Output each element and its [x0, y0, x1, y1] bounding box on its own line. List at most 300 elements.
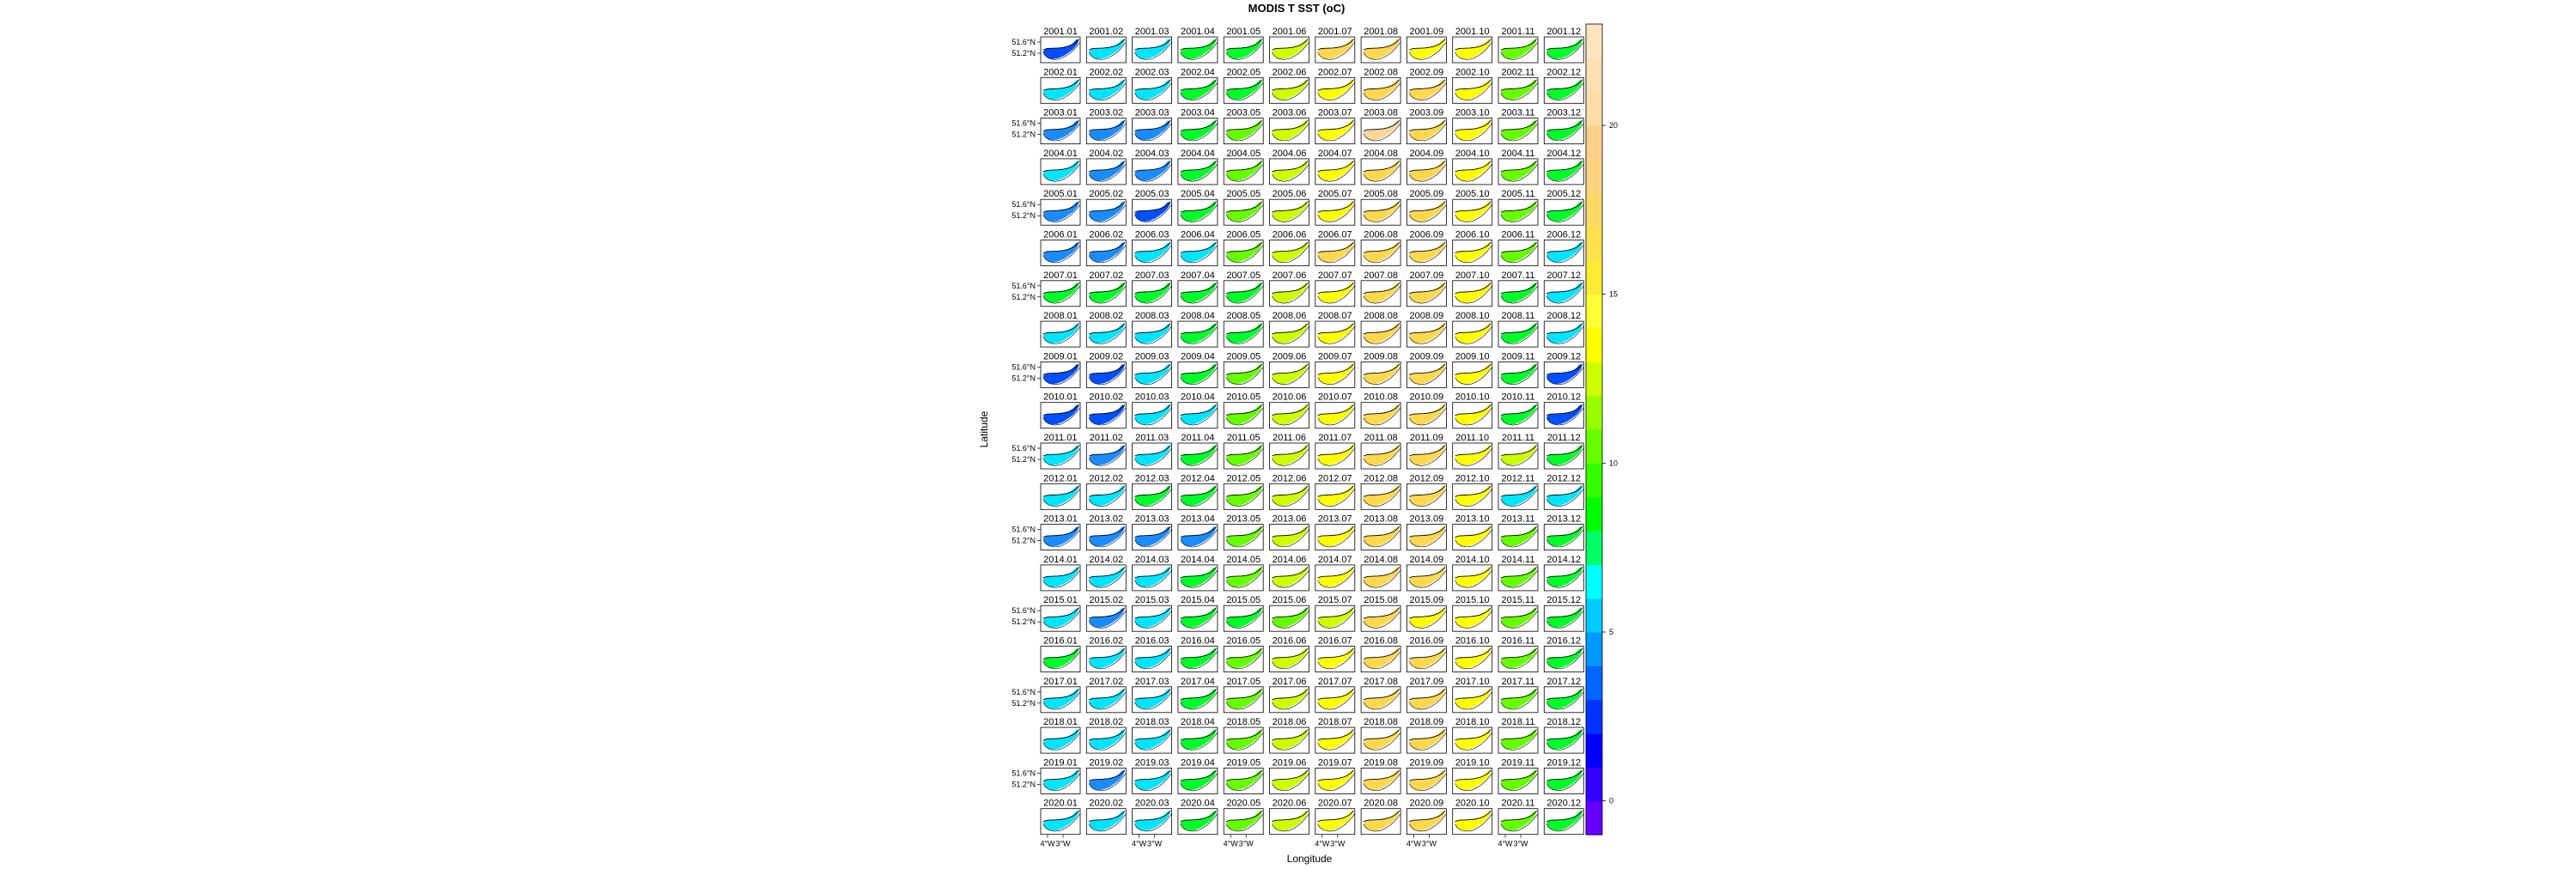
panel-label: 2016.11	[1501, 635, 1535, 647]
panel-label: 2004.09	[1409, 148, 1444, 159]
colorbar-tick-label: 0	[1609, 796, 1614, 805]
panel-label: 2003.08	[1364, 107, 1398, 118]
panel-label: 2006.12	[1546, 229, 1582, 240]
lat-tick-label: 51.6°N	[1012, 606, 1036, 616]
map-panel	[1498, 595, 1538, 631]
map-panel	[1361, 392, 1400, 428]
panel-label: 2009.08	[1364, 351, 1398, 362]
map-panel	[1133, 799, 1172, 835]
panel-label: 2003.11	[1501, 107, 1535, 118]
panel-label: 2012.11	[1501, 473, 1535, 484]
panel-label: 2005.09	[1409, 189, 1444, 200]
map-panel	[1498, 351, 1538, 387]
panel-label: 2013.11	[1501, 514, 1535, 525]
map-panel	[1453, 189, 1492, 225]
panel-label: 2015.10	[1455, 595, 1490, 606]
panel-label: 2003.03	[1134, 107, 1170, 118]
map-panel	[1498, 514, 1538, 550]
map-panel	[1315, 270, 1355, 307]
panel-label: 2020.09	[1409, 798, 1444, 809]
colorbar-band	[1586, 700, 1602, 734]
latitude-axis	[1012, 38, 1041, 788]
map-panel	[1224, 27, 1263, 63]
map-panel	[1224, 595, 1263, 631]
panel-label: 2004.05	[1226, 148, 1261, 159]
panel-label: 2014.01	[1043, 554, 1078, 565]
map-panel	[1498, 149, 1538, 185]
map-panel	[1544, 757, 1583, 793]
panel-label: 2020.10	[1455, 798, 1490, 809]
map-panel	[1361, 230, 1400, 266]
lon-tick-label: 4°W	[1223, 839, 1238, 848]
map-panel	[1406, 230, 1446, 266]
colorbar-band	[1586, 193, 1602, 228]
panel-label: 2008.02	[1089, 311, 1124, 322]
lat-tick-label: 51.2°N	[1012, 211, 1036, 221]
map-panel	[1315, 555, 1355, 591]
lat-tick-label: 51.6°N	[1012, 281, 1036, 290]
map-panel	[1041, 189, 1080, 225]
panel-label: 2004.12	[1546, 148, 1582, 159]
map-panel	[1224, 67, 1263, 103]
map-panel	[1178, 555, 1218, 591]
panel-label: 2016.04	[1181, 635, 1215, 647]
panel-label: 2017.03	[1134, 676, 1170, 687]
panel-label: 2010.12	[1546, 392, 1582, 403]
map-panel	[1498, 473, 1538, 509]
map-panel	[1041, 799, 1080, 835]
panel-label: 2007.10	[1455, 270, 1490, 281]
map-panel	[1270, 67, 1309, 103]
colorbar-band	[1586, 295, 1602, 329]
panel-label: 2018.10	[1455, 717, 1490, 728]
panel-label: 2012.02	[1089, 473, 1124, 484]
map-panel	[1361, 189, 1400, 225]
map-panel	[1361, 351, 1400, 387]
panel-label: 2005.02	[1089, 189, 1124, 200]
map-panel	[1178, 67, 1218, 103]
panel-label: 2003.07	[1317, 107, 1352, 118]
panel-label: 2009.06	[1272, 351, 1307, 362]
panel-label: 2018.09	[1409, 717, 1444, 728]
panel-label: 2001.11	[1501, 27, 1535, 37]
panel-label: 2005.05	[1226, 189, 1261, 200]
panel-label: 2006.04	[1181, 229, 1215, 240]
map-panel	[1224, 799, 1263, 835]
map-panel	[1178, 636, 1218, 672]
map-panel	[1270, 351, 1309, 387]
map-panel	[1361, 67, 1400, 103]
map-panel	[1178, 149, 1218, 185]
map-panel	[1224, 757, 1263, 793]
map-panel	[1498, 311, 1538, 347]
map-panel	[1086, 67, 1126, 103]
panel-label: 2002.12	[1546, 67, 1582, 78]
panel-label: 2012.08	[1364, 473, 1398, 484]
map-panel	[1270, 717, 1309, 753]
panel-label: 2015.05	[1226, 595, 1261, 606]
panel-label: 2002.01	[1043, 67, 1078, 78]
map-panel	[1086, 595, 1126, 631]
panel-label: 2004.06	[1272, 148, 1307, 159]
map-panel	[1406, 595, 1446, 631]
map-panel	[1453, 27, 1492, 63]
panel-label: 2009.02	[1089, 351, 1124, 362]
panel-label: 2010.01	[1043, 392, 1078, 403]
map-panel	[1133, 311, 1172, 347]
panel-label: 2004.07	[1317, 148, 1352, 159]
map-panel	[1178, 677, 1218, 713]
map-panel	[1133, 473, 1172, 509]
map-panel	[1041, 677, 1080, 713]
map-panel	[1224, 677, 1263, 713]
lat-tick-label: 51.2°N	[1012, 780, 1036, 789]
map-panel	[1361, 270, 1400, 307]
map-panel	[1224, 717, 1263, 753]
colorbar-band	[1586, 396, 1602, 430]
panel-label: 2008.05	[1226, 311, 1261, 322]
map-panel	[1315, 311, 1355, 347]
panel-label: 2002.09	[1409, 67, 1444, 78]
lon-tick-label: 3°W	[1513, 839, 1528, 848]
y-axis-label: Latitude	[978, 410, 990, 448]
panel-label: 2010.10	[1455, 392, 1490, 403]
map-panel	[1224, 108, 1263, 144]
panel-label: 2020.03	[1134, 798, 1170, 809]
map-panel	[1498, 27, 1538, 63]
map-panel	[1315, 757, 1355, 793]
map-panel	[1544, 67, 1583, 103]
map-panel	[1086, 351, 1126, 387]
map-panel	[1453, 799, 1492, 835]
panel-label: 2006.09	[1409, 229, 1444, 240]
panel-label: 2019.04	[1181, 757, 1215, 769]
panel-label: 2016.09	[1409, 635, 1444, 647]
map-panel	[1406, 27, 1446, 63]
map-panel	[1498, 555, 1538, 591]
panel-label: 2013.05	[1226, 514, 1261, 525]
panel-label: 2015.08	[1364, 595, 1398, 606]
panel-label: 2014.09	[1409, 554, 1444, 565]
lon-tick-label: 3°W	[1147, 839, 1163, 848]
panel-label: 2007.12	[1546, 270, 1582, 281]
colorbar-tick-label: 15	[1609, 289, 1619, 299]
panel-label: 2007.11	[1501, 270, 1535, 281]
panel-label: 2008.04	[1181, 311, 1215, 322]
panel-label: 2008.11	[1501, 311, 1535, 322]
map-panel	[1406, 555, 1446, 591]
map-panel	[1361, 799, 1400, 835]
map-panel	[1086, 636, 1126, 672]
map-panel	[1270, 677, 1309, 713]
map-panel	[1270, 555, 1309, 591]
panel-label: 2014.02	[1089, 554, 1124, 565]
colorbar-band	[1586, 463, 1602, 497]
map-panel	[1406, 270, 1446, 307]
map-panel	[1544, 595, 1583, 631]
map-panel	[1544, 270, 1583, 307]
panel-label: 2017.01	[1043, 676, 1078, 687]
panel-label: 2015.06	[1272, 595, 1307, 606]
panel-label: 2002.05	[1226, 67, 1261, 78]
panel-label: 2013.10	[1455, 514, 1490, 525]
panel-label: 2001.04	[1181, 27, 1215, 37]
map-panel	[1086, 799, 1126, 835]
panel-label: 2005.10	[1455, 189, 1490, 200]
panel-label: 2012.10	[1455, 473, 1490, 484]
panel-label: 2020.01	[1043, 798, 1078, 809]
panel-label: 2011.09	[1409, 433, 1443, 443]
colorbar-band	[1586, 497, 1602, 532]
panel-label: 2001.06	[1272, 27, 1307, 37]
panel-label: 2015.11	[1501, 595, 1535, 606]
panel-label: 2003.12	[1546, 107, 1582, 118]
panel-label: 2012.05	[1226, 473, 1261, 484]
map-panel	[1224, 149, 1263, 185]
map-panel	[1224, 311, 1263, 347]
map-panel	[1315, 230, 1355, 266]
panel-label: 2002.06	[1272, 67, 1307, 78]
map-panel	[1041, 473, 1080, 509]
map-panel	[1453, 351, 1492, 387]
map-panel	[1224, 230, 1263, 266]
map-panel	[1361, 677, 1400, 713]
panel-label: 2016.10	[1455, 635, 1490, 647]
panel-label: 2011.05	[1226, 433, 1261, 443]
map-panel	[1270, 636, 1309, 672]
lat-tick-label: 51.6°N	[1012, 769, 1036, 778]
panel-label: 2005.12	[1546, 189, 1582, 200]
map-panel	[1270, 189, 1309, 225]
panel-label: 2020.02	[1089, 798, 1124, 809]
map-panel	[1041, 108, 1080, 144]
map-panel	[1315, 27, 1355, 63]
panel-label: 2014.05	[1226, 554, 1261, 565]
map-panel	[1133, 433, 1172, 469]
panel-label: 2017.11	[1501, 676, 1535, 687]
panel-label: 2009.10	[1455, 351, 1490, 362]
panel-label: 2011.01	[1043, 433, 1078, 443]
panel-label: 2011.12	[1546, 433, 1581, 443]
panel-label: 2008.12	[1546, 311, 1582, 322]
map-panel	[1315, 595, 1355, 631]
map-panel	[1315, 799, 1355, 835]
colorbar-band	[1586, 429, 1602, 464]
map-panel	[1406, 514, 1446, 550]
panel-label: 2006.03	[1134, 229, 1170, 240]
map-panel	[1498, 230, 1538, 266]
lon-tick-label: 4°W	[1132, 839, 1147, 848]
colorbar-band	[1586, 125, 1602, 160]
map-panel	[1544, 149, 1583, 185]
panel-label: 2010.07	[1317, 392, 1352, 403]
panel-label: 2009.09	[1409, 351, 1444, 362]
panel-label: 2020.06	[1272, 798, 1307, 809]
colorbar-tick-label: 5	[1609, 628, 1614, 636]
map-panel	[1544, 799, 1583, 835]
map-panel	[1498, 433, 1538, 469]
panel-label: 2010.06	[1272, 392, 1307, 403]
map-panel	[1086, 473, 1126, 509]
panel-label: 2010.09	[1409, 392, 1444, 403]
map-panel	[1315, 433, 1355, 469]
map-panel	[1270, 433, 1309, 469]
panel-label: 2006.06	[1272, 229, 1307, 240]
panel-label: 2017.10	[1455, 676, 1490, 687]
map-panel	[1498, 67, 1538, 103]
panel-label: 2003.10	[1455, 107, 1490, 118]
panel-label: 2016.02	[1089, 635, 1124, 647]
map-panel	[1270, 270, 1309, 307]
panel-label: 2015.02	[1089, 595, 1124, 606]
map-panel	[1361, 311, 1400, 347]
panel-label: 2008.07	[1317, 311, 1352, 322]
map-panel	[1041, 717, 1080, 753]
map-panel	[1406, 473, 1446, 509]
longitude-axis	[1040, 835, 1528, 848]
lon-tick-label: 3°W	[1330, 839, 1346, 848]
panel-label: 2006.11	[1501, 229, 1535, 240]
panel-label: 2004.02	[1089, 148, 1124, 159]
panel-label: 2011.07	[1318, 433, 1352, 443]
panel-label: 2010.03	[1134, 392, 1170, 403]
panel-label: 2012.03	[1134, 473, 1170, 484]
panel-label: 2005.06	[1272, 189, 1307, 200]
panel-label: 2020.11	[1501, 798, 1535, 809]
colorbar-band	[1586, 92, 1602, 126]
panel-label: 2008.03	[1134, 311, 1170, 322]
map-panel	[1453, 717, 1492, 753]
panel-label: 2009.12	[1546, 351, 1582, 362]
panel-label: 2007.04	[1181, 270, 1215, 281]
panel-label: 2009.01	[1043, 351, 1078, 362]
map-panel	[1133, 108, 1172, 144]
map-panel	[1361, 27, 1400, 63]
panel-grid	[1041, 27, 1583, 835]
map-panel	[1041, 636, 1080, 672]
map-panel	[1178, 433, 1218, 469]
map-panel	[1133, 351, 1172, 387]
colorbar-band	[1586, 531, 1602, 565]
map-panel	[1041, 757, 1080, 793]
panel-label: 2016.07	[1317, 635, 1352, 647]
map-panel	[1361, 717, 1400, 753]
colorbar-band	[1586, 227, 1602, 261]
panel-label: 2001.09	[1409, 27, 1444, 37]
map-panel	[1178, 270, 1218, 307]
map-panel	[1133, 67, 1172, 103]
panel-label: 2018.05	[1226, 717, 1261, 728]
panel-label: 2011.03	[1135, 433, 1170, 443]
panel-label: 2012.09	[1409, 473, 1444, 484]
map-panel	[1406, 799, 1446, 835]
lat-tick-label: 51.2°N	[1012, 617, 1036, 627]
map-panel	[1453, 757, 1492, 793]
map-panel	[1498, 677, 1538, 713]
map-panel	[1178, 230, 1218, 266]
panel-label: 2004.01	[1043, 148, 1078, 159]
panel-label: 2002.03	[1134, 67, 1170, 78]
map-panel	[1133, 757, 1172, 793]
map-panel	[1406, 189, 1446, 225]
map-panel	[1361, 514, 1400, 550]
colorbar-band	[1586, 733, 1602, 768]
panel-label: 2008.08	[1364, 311, 1398, 322]
map-panel	[1453, 392, 1492, 428]
map-panel	[1086, 270, 1126, 307]
map-panel	[1361, 149, 1400, 185]
panel-label: 2019.01	[1043, 757, 1078, 769]
map-panel	[1453, 108, 1492, 144]
panel-label: 2018.08	[1364, 717, 1398, 728]
map-panel	[1406, 392, 1446, 428]
panel-label: 2017.07	[1317, 676, 1352, 687]
map-panel	[1361, 473, 1400, 509]
map-panel	[1453, 67, 1492, 103]
map-panel	[1224, 392, 1263, 428]
panel-label: 2006.10	[1455, 229, 1490, 240]
map-panel	[1315, 108, 1355, 144]
panel-label: 2019.07	[1317, 757, 1352, 769]
panel-label: 2016.06	[1272, 635, 1307, 647]
panel-label: 2013.12	[1546, 514, 1582, 525]
panel-label: 2011.11	[1501, 433, 1535, 443]
panel-label: 2020.08	[1364, 798, 1398, 809]
panel-label: 2009.04	[1181, 351, 1215, 362]
map-panel	[1086, 677, 1126, 713]
panel-label: 2004.10	[1455, 148, 1490, 159]
map-panel	[1224, 189, 1263, 225]
panel-label: 2003.02	[1089, 107, 1124, 118]
panel-label: 2019.08	[1364, 757, 1398, 769]
map-panel	[1086, 311, 1126, 347]
panel-label: 2003.09	[1409, 107, 1444, 118]
map-panel	[1224, 555, 1263, 591]
map-panel	[1453, 677, 1492, 713]
panel-label: 2006.08	[1364, 229, 1398, 240]
map-panel	[1406, 67, 1446, 103]
map-panel	[1361, 433, 1400, 469]
panel-label: 2005.04	[1181, 189, 1215, 200]
panel-label: 2020.12	[1546, 798, 1582, 809]
lon-tick-label: 4°W	[1498, 839, 1513, 848]
map-panel	[1544, 392, 1583, 428]
map-panel	[1361, 108, 1400, 144]
panel-label: 2019.06	[1272, 757, 1307, 769]
panel-label: 2006.07	[1317, 229, 1352, 240]
map-panel	[1178, 189, 1218, 225]
map-panel	[1498, 799, 1538, 835]
map-panel	[1453, 514, 1492, 550]
map-panel	[1315, 67, 1355, 103]
map-panel	[1315, 514, 1355, 550]
panel-label: 2020.04	[1181, 798, 1215, 809]
map-panel	[1406, 757, 1446, 793]
map-panel	[1178, 351, 1218, 387]
lat-tick-label: 51.2°N	[1012, 49, 1036, 58]
lat-tick-label: 51.2°N	[1012, 698, 1036, 708]
panel-label: 2013.01	[1043, 514, 1078, 525]
panel-label: 2001.08	[1364, 27, 1398, 37]
map-panel	[1086, 108, 1126, 144]
panel-label: 2016.01	[1043, 635, 1078, 647]
panel-label: 2018.03	[1134, 717, 1170, 728]
map-panel	[1453, 149, 1492, 185]
panel-label: 2017.09	[1409, 676, 1444, 687]
panel-label: 2018.07	[1317, 717, 1352, 728]
colorbar-band	[1586, 24, 1602, 58]
panel-label: 2016.08	[1364, 635, 1398, 647]
